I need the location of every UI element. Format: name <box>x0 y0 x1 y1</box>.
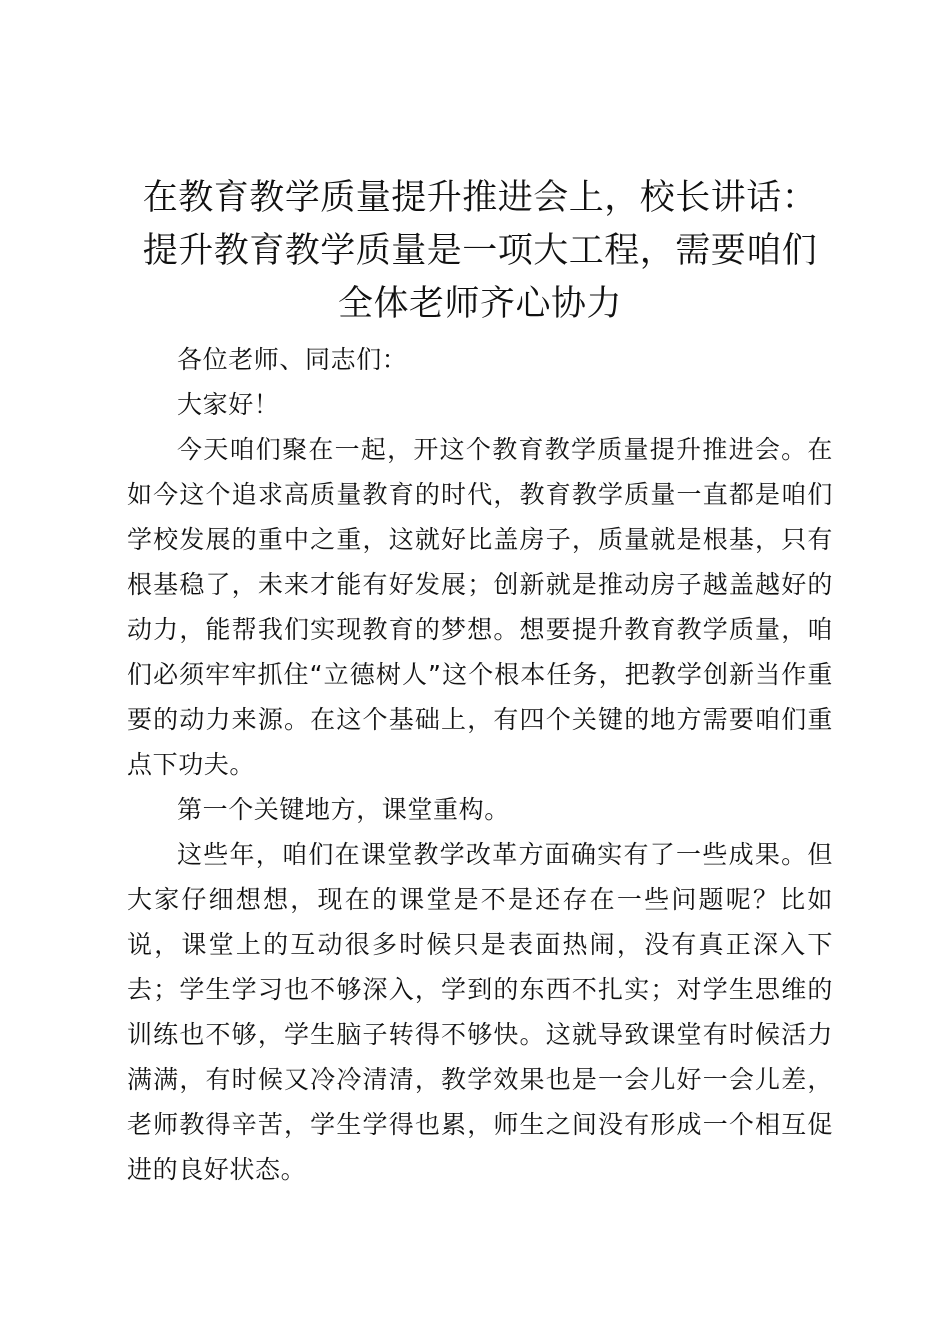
intro-paragraph: 今天咱们聚在一起，开这个教育教学质量提升推进会。在如今这个追求高质量教育的时代，教育教学质量一直都是咱们学校发展的重中之重，这就好比盖房子，质量就是根基，只有根基稳了，未来才能有好发展；创新就是推动房子越盖越好的动力，能帮我们实现教育的梦想。想要提升教育教学质量，咱们必须牢牢抓住“立德树人”这个根本任务，把教学创新当作重要的动力来源。在这个基础上，有四个关键的地方需要咱们重点下功夫。 <box>127 435 833 779</box>
body-paragraph: 这些年，咱们在课堂教学改革方面确实有了一些成果。但大家仔细想想，现在的课堂是不是还存在一些问题呢？比如说，课堂上的互动很多时候只是表面热闹，没有真正深入下去；学生学习也不够深入，学到的东西不扎实；对学生思维的训练也不够，学生脑子转得不够快。这就导致课堂有时候活力满满，有时候又冷冷清清，教学效果也是一会儿好一会儿差，老师教得辛苦，学生学得也累，师生之间没有形成一个相互促进的良好状态。 <box>127 840 833 1184</box>
document-page <box>127 172 833 1192</box>
greeting-paragraph: 大家好！ <box>177 390 280 419</box>
salutation-paragraph: 各位老师、同志们： <box>177 345 408 374</box>
document-title: 在教育教学质量提升推进会上，校长讲话：提升教育教学质量是一项大工程，需要咱们全体老师齐心协力 <box>142 178 818 324</box>
section-heading-paragraph: 第一个关键地方，课堂重构。 <box>177 795 510 824</box>
